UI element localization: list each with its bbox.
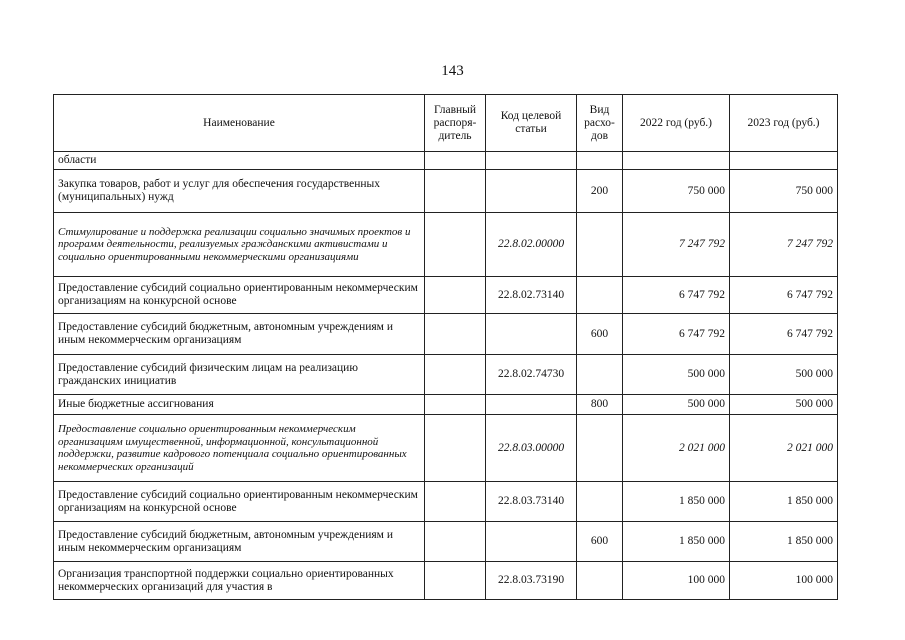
row-manager — [425, 355, 486, 395]
row-type: 600 — [577, 522, 623, 562]
row-2022: 7 247 792 — [623, 213, 730, 277]
row-manager — [425, 213, 486, 277]
row-name: Стимулирование и поддержка реализации социально значимых проектов и программ деятельности, реализуемых гражданскими активистами и социально ориентированными некоммерческими организациями — [54, 213, 425, 277]
page-number: 143 — [441, 63, 464, 79]
header-2023: 2023 год (руб.) — [730, 95, 838, 152]
header-name: Наименование — [54, 95, 425, 152]
row-2023: 500 000 — [730, 355, 838, 395]
row-type — [577, 152, 623, 170]
row-name: Предоставление социально ориентированным некоммерческим организациям имущественной, информационной, консультационной поддержки, развитие кадрового потенциала социально ориентированных некоммерческих организаций — [54, 415, 425, 482]
header-manager: Главный распоря-дитель — [425, 95, 486, 152]
header-type: Вид расхо-дов — [577, 95, 623, 152]
row-name: Предоставление субсидий бюджетным, автономным учреждениям и иным некоммерческим организациям — [54, 314, 425, 355]
row-manager — [425, 522, 486, 562]
table-row — [54, 152, 838, 170]
row-code — [486, 522, 577, 562]
row-manager — [425, 314, 486, 355]
row-2023: 6 747 792 — [730, 277, 838, 314]
row-code — [486, 152, 577, 170]
row-manager — [425, 482, 486, 522]
row-2022: 500 000 — [623, 355, 730, 395]
header-code: Код целевой статьи — [486, 95, 577, 152]
row-type: 200 — [577, 170, 623, 213]
row-name: Предоставление субсидий физическим лицам на реализацию гражданских инициатив — [54, 355, 425, 395]
table-row — [54, 355, 838, 395]
row-code: 22.8.02.73140 — [486, 277, 577, 314]
row-2022: 6 747 792 — [623, 314, 730, 355]
row-code: 22.8.02.74730 — [486, 355, 577, 395]
row-2022: 1 850 000 — [623, 522, 730, 562]
row-2022: 750 000 — [623, 170, 730, 213]
table-row — [54, 482, 838, 522]
row-name: Предоставление субсидий социально ориентированным некоммерческим организациям на конкурсной основе — [54, 277, 425, 314]
row-2023: 100 000 — [730, 562, 838, 600]
row-2022 — [623, 152, 730, 170]
row-2022: 100 000 — [623, 562, 730, 600]
budget-table — [53, 94, 838, 600]
row-2022: 6 747 792 — [623, 277, 730, 314]
row-name: Предоставление субсидий бюджетным, автономным учреждениям и иным некоммерческим организациям — [54, 522, 425, 562]
row-type: 800 — [577, 395, 623, 415]
row-type — [577, 415, 623, 482]
row-type — [577, 213, 623, 277]
row-name: Организация транспортной поддержки социально ориентированных некоммерческих организаций для участия в — [54, 562, 425, 600]
row-2023: 7 247 792 — [730, 213, 838, 277]
row-2022: 500 000 — [623, 395, 730, 415]
row-code — [486, 395, 577, 415]
table-row — [54, 522, 838, 562]
row-2023: 500 000 — [730, 395, 838, 415]
row-code — [486, 170, 577, 213]
table-row — [54, 277, 838, 314]
table-row — [54, 213, 838, 277]
row-type: 600 — [577, 314, 623, 355]
row-code: 22.8.03.73190 — [486, 562, 577, 600]
row-code: 22.8.03.73140 — [486, 482, 577, 522]
table-row — [54, 562, 838, 600]
row-type — [577, 562, 623, 600]
row-2023: 1 850 000 — [730, 522, 838, 562]
row-code — [486, 314, 577, 355]
row-2023: 750 000 — [730, 170, 838, 213]
row-manager — [425, 562, 486, 600]
row-2022: 2 021 000 — [623, 415, 730, 482]
table-row — [54, 314, 838, 355]
row-name: области — [54, 152, 425, 170]
row-code: 22.8.02.00000 — [486, 213, 577, 277]
row-manager — [425, 415, 486, 482]
row-manager — [425, 395, 486, 415]
row-type — [577, 277, 623, 314]
row-2023: 1 850 000 — [730, 482, 838, 522]
row-type — [577, 482, 623, 522]
row-manager — [425, 152, 486, 170]
row-2022: 1 850 000 — [623, 482, 730, 522]
row-name: Предоставление субсидий социально ориентированным некоммерческим организациям на конкурсной основе — [54, 482, 425, 522]
row-manager — [425, 170, 486, 213]
table-row — [54, 395, 838, 415]
row-name: Иные бюджетные ассигнования — [54, 395, 425, 415]
row-type — [577, 355, 623, 395]
table-row — [54, 170, 838, 213]
row-2023 — [730, 152, 838, 170]
header-2022: 2022 год (руб.) — [623, 95, 730, 152]
table-row — [54, 415, 838, 482]
row-manager — [425, 277, 486, 314]
row-2023: 6 747 792 — [730, 314, 838, 355]
header-row — [54, 95, 838, 152]
row-name: Закупка товаров, работ и услуг для обеспечения государственных (муниципальных) нужд — [54, 170, 425, 213]
row-2023: 2 021 000 — [730, 415, 838, 482]
row-code: 22.8.03.00000 — [486, 415, 577, 482]
